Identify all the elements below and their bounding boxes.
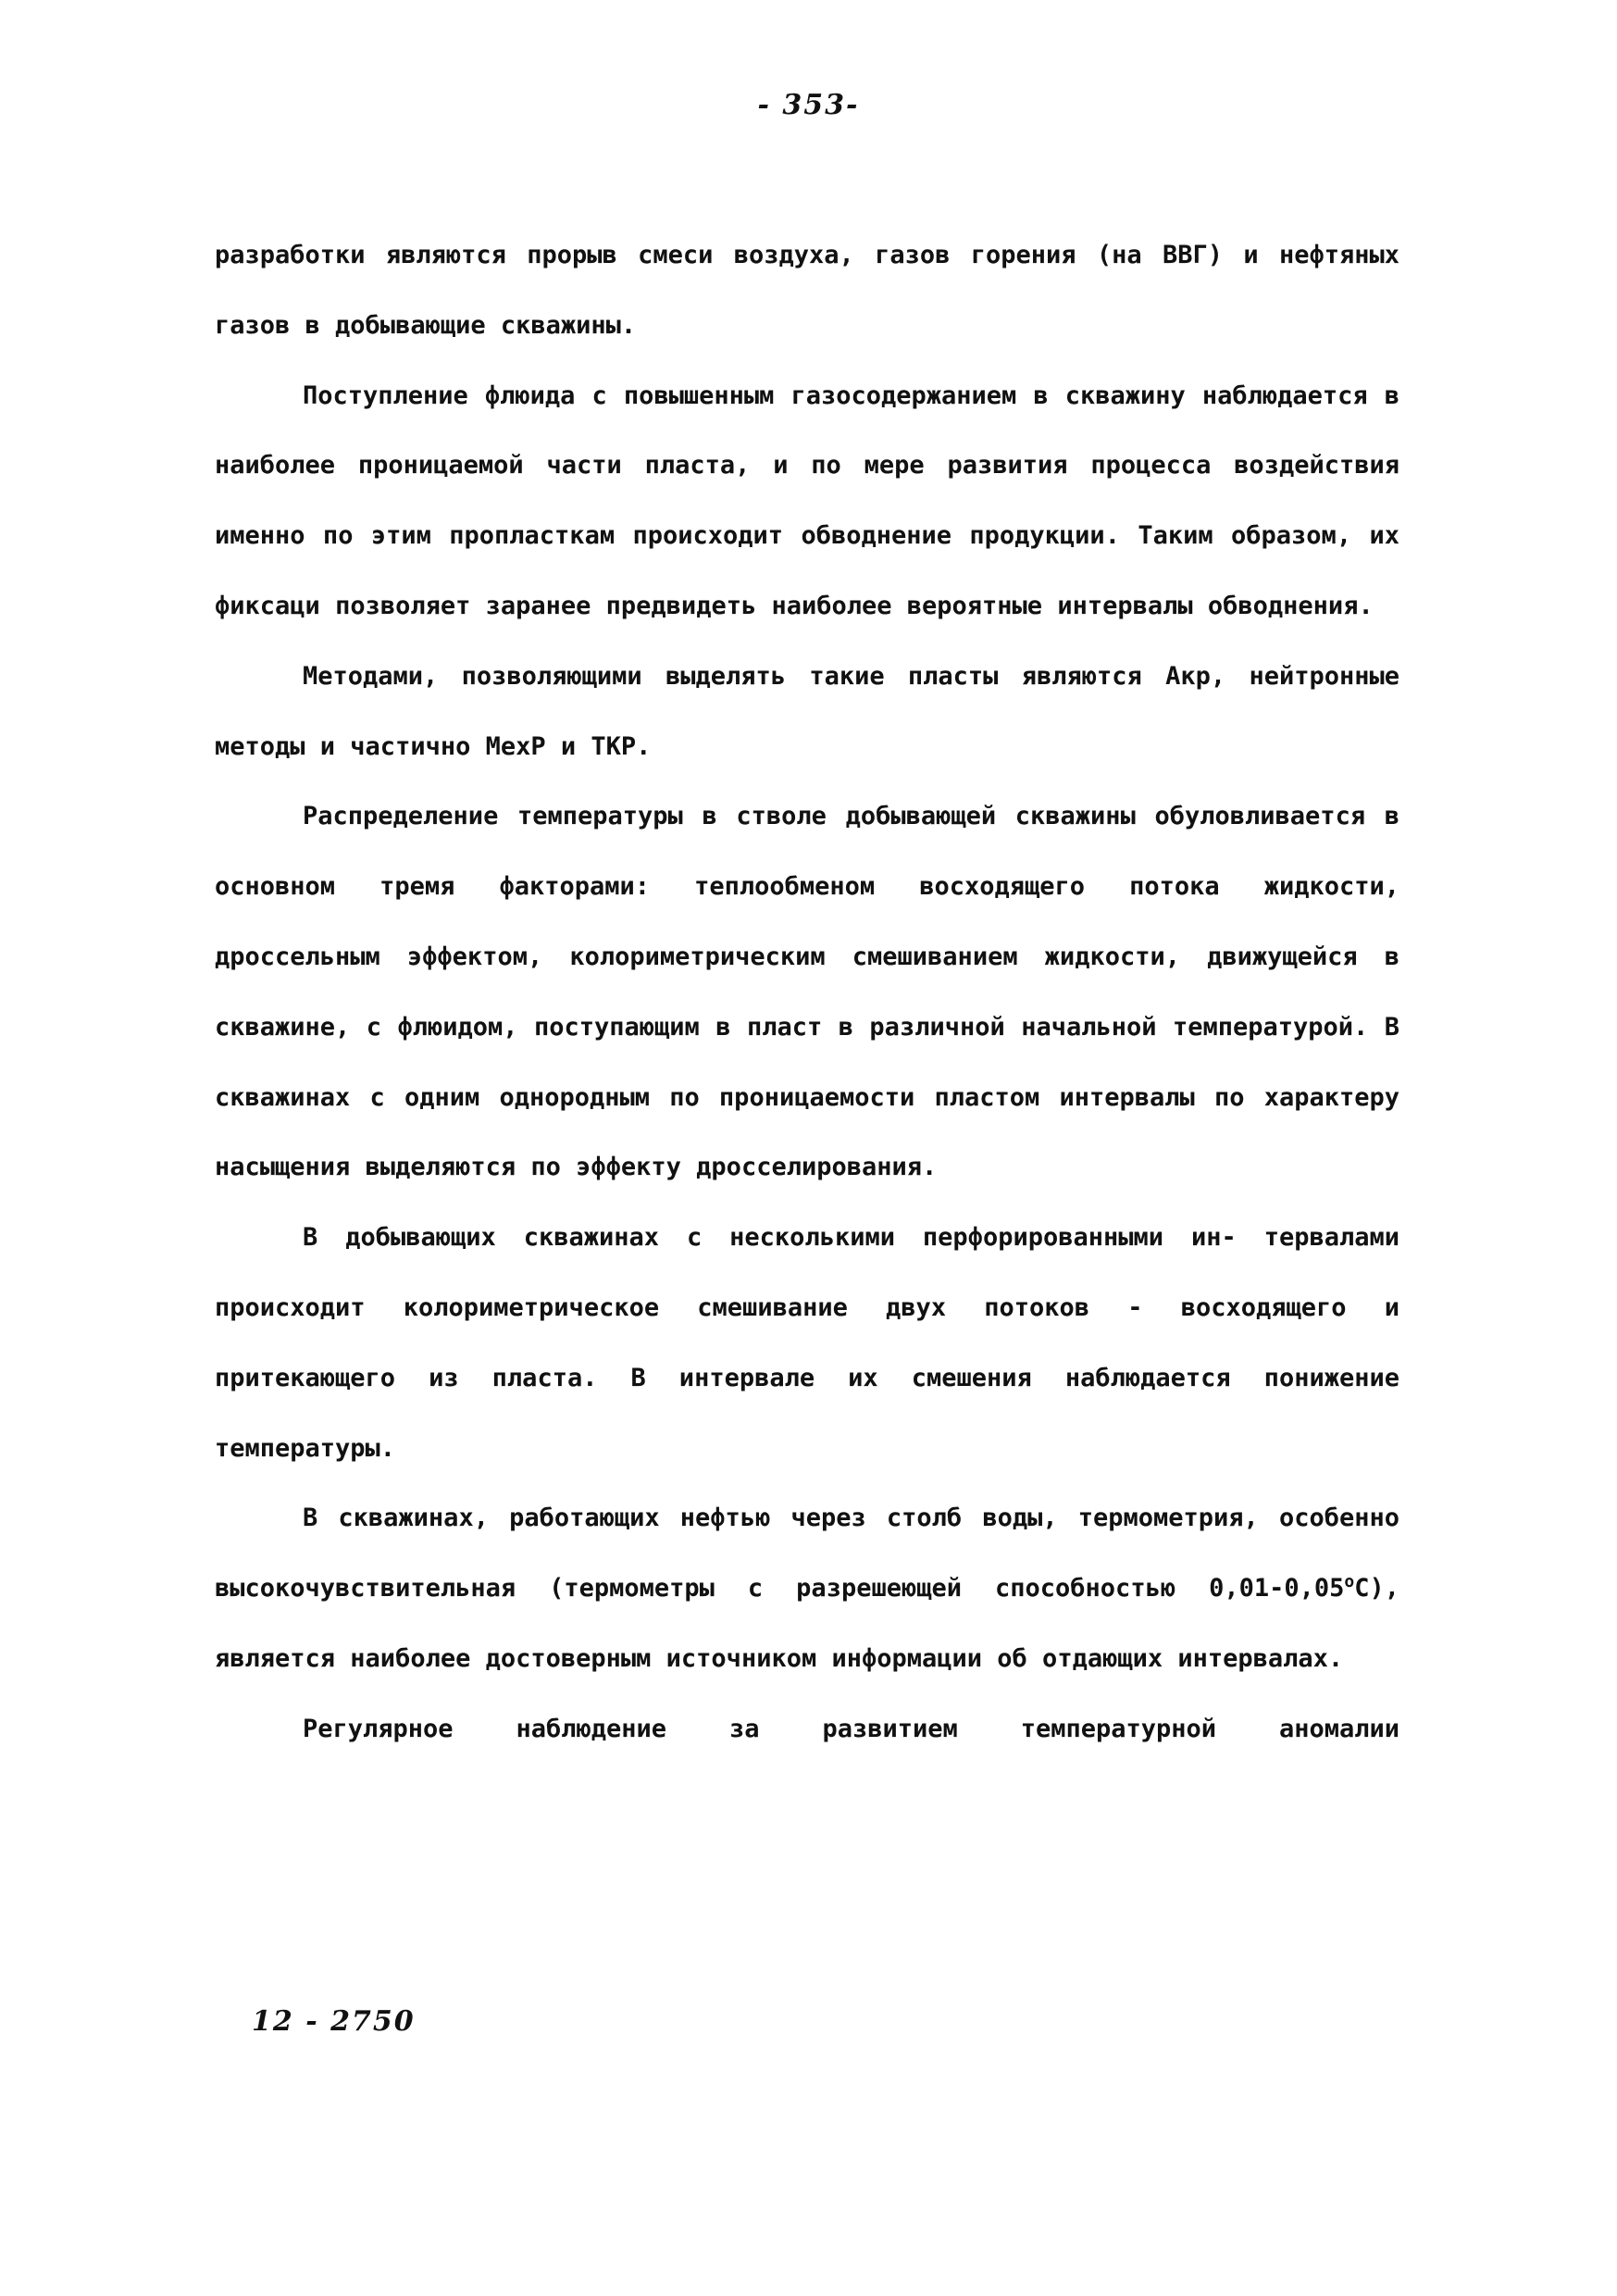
text-line: Методами, позволяющими выделять такие пласты являются Акр, [303,661,1226,691]
text-line: развития процесса воздействия именно по этим пропласткам [215,451,1399,551]
footer-mark: 12 - 2750 [252,2005,416,2038]
text-line: обводнения. [1207,591,1374,620]
degree-mark: o [1344,1572,1355,1592]
text-line: разработки являются прорыв смеси воздуха, газов горения (на ВВГ) и [215,241,1259,269]
body-text [215,220,1399,1765]
text-line: тервалами происходит колориметрическое смешивание двух потоков - [215,1223,1399,1322]
text-line: Поступление флюида с повышенным газосодержанием в скважину [303,381,1186,410]
text-line: С), является наиболее достоверным источником [215,1574,1400,1673]
paragraph-1 [215,220,1399,361]
text-line: особенно высокочувствительная (термометры с разрешеющей [215,1504,1400,1603]
text-line: нефтяных газов в добывающие скважины. [215,241,1399,340]
paragraph-7 [215,1694,1399,1765]
text-line: позволяет заранее предвидеть наиболее вероятные интервалы [335,591,1193,620]
text-line: В добывающих скважинах с несколькими перфорированными ин- [303,1223,1237,1253]
text-line: наблюдается понижение температуры. [215,1363,1399,1463]
text-line: информации об отдающих интервалах. [831,1643,1344,1673]
text-line: способностью 0,01-0,05 [995,1574,1345,1603]
paragraph-6 [215,1483,1399,1693]
text-line: Регулярное наблюдение за развитием температурной аномалии [303,1714,1399,1743]
text-line: флюидом, поступающим в пласт в различной начальной температурой. В [397,1012,1399,1042]
text-line: колориметрическим смешиванием жидкости, движущейся в скважине, с [215,942,1399,1042]
text-line: обуловливается в основном тремя факторами: теплообменом [215,802,1399,902]
page-number: - 353- [757,89,860,121]
text-line: восходящего и притекающего из пласта. В интервале их смешения [215,1292,1399,1392]
paragraph-3 [215,642,1399,782]
text-line: характеру насыщения выделяются по эффекту дросселирования. [215,1082,1399,1182]
text-line: происходит обводнение продукции. Таким образом, их фиксаци [215,521,1399,620]
text-line: скважинах с одним однородным по проницаемости пластом интервалы по [215,1082,1245,1112]
paragraph-2 [215,361,1399,642]
text-line: наблюдается в наиболее проницаемой части пласта, и по мере [215,381,1400,480]
text-line: нейтронные методы и частично МехР и ТКР. [215,661,1399,761]
text-line: восходящего потока жидкости, дроссельным эффектом, [215,872,1399,971]
text-line: В скважинах, работающих нефтью через столб воды, термометрия, [303,1504,1259,1533]
paragraph-5 [215,1203,1399,1483]
paragraph-4 [215,781,1399,1203]
text-line: Распределение температуры в стволе добывающей скважины [303,802,1136,831]
